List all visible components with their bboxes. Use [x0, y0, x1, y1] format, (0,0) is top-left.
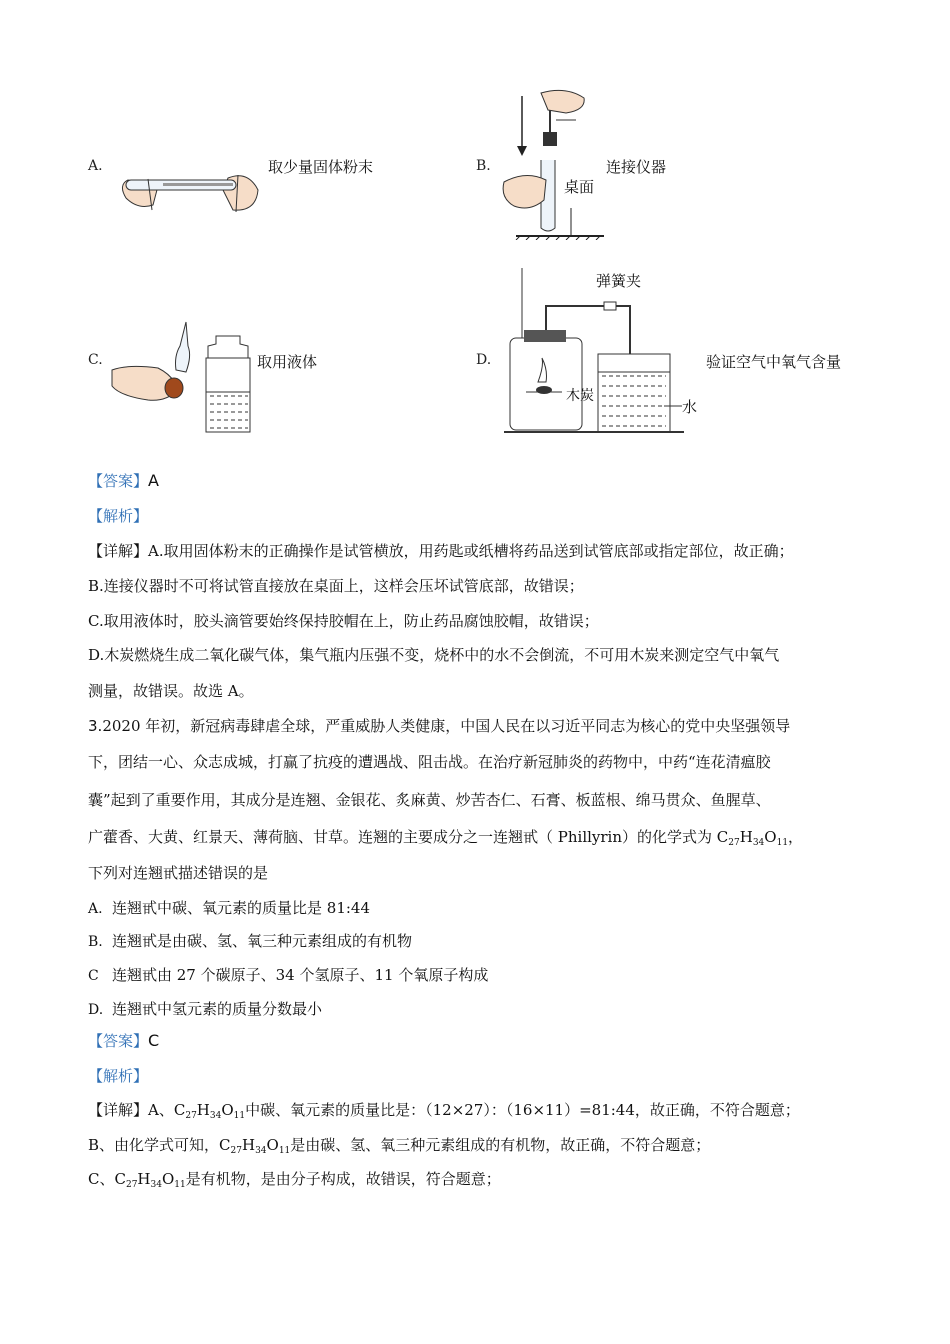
- q2-detail-line-2: B.连接仪器时不可将试管直接放在桌面上，这样会压坏试管底部，故错误；: [88, 577, 584, 595]
- q3-detail-tag: 【详解】: [88, 1101, 149, 1119]
- q3-detail-b-formula: $C_{27}H_{34}O_{11}$: [219, 1136, 291, 1156]
- q3-option-c-letter: C: [88, 968, 99, 984]
- q3-stem-text-4: 广藿香、大黄、红景天、薄荷脑、甘草。连翘的主要成分之一连翘甙（ Phillyrin）的化学式为: [88, 828, 717, 846]
- q3-option-b-letter: B.: [88, 934, 103, 950]
- q3-answer: [88, 1030, 159, 1051]
- q3-stem-line-5: 下列对连翘甙描述错误的是: [88, 864, 269, 882]
- q3-formula: $C_{27}H_{34}O_{11}$，: [716, 828, 804, 848]
- figure-a-caption: 取少量固体粉末: [268, 158, 374, 176]
- figure-d-oxygen-experiment: [504, 262, 704, 436]
- q2-detail-text-1: A.取用固体粉末的正确操作是试管横放，用药匙或纸槽将药品送到试管底部或指定部位，故正确；: [148, 542, 794, 560]
- q3-detail-c: C、$C_{27}H_{34}O_{11}$是有机物，是由分子构成，故错误，符合题意；: [88, 1170, 501, 1190]
- q3-option-d: [88, 998, 322, 1019]
- figure-c-caption: 取用液体: [257, 353, 318, 371]
- figure-b-letter: B.: [476, 158, 491, 174]
- q3-detail-c-formula: $C_{27}H_{34}O_{11}$: [114, 1170, 186, 1190]
- q2-detail-line-1: [88, 540, 794, 561]
- q3-stem-line-4: [88, 826, 803, 848]
- figure-c-letter: C.: [88, 352, 103, 368]
- q2-answer: [88, 470, 159, 491]
- figure-c-dropper-and-bottle: [108, 316, 253, 438]
- q3-number: 3.: [88, 717, 103, 735]
- q3-detail-b: B、由化学式可知，$C_{27}H_{34}O_{11}$是由碳、氢、氧三种元素组成的有机物，故正确，不符合题意；: [88, 1136, 711, 1156]
- figure-a-letter: A.: [88, 158, 103, 174]
- q3-option-c-text: 连翘甙由 27 个碳原子、34 个氢原子、11 个氧原子构成: [112, 966, 489, 984]
- q2-detail-line-4: D.木炭燃烧生成二氧化碳气体，集气瓶内压强不变，烧杯中的水不会倒流，不可用木炭来测定空气中氧气: [88, 646, 780, 664]
- q2-detail-line-5: 测量，故错误。故选 A。: [88, 682, 254, 700]
- q3-stem-line-2: 下，团结一心、众志成城，打赢了抗疫的遭遇战、阻击战。在治疗新冠肺炎的药物中，中药“连花清瘟胶: [88, 753, 771, 771]
- q2-answer-tag: 【答案】: [88, 472, 149, 490]
- q3-answer-value: C: [148, 1031, 160, 1050]
- figure-b-connect-apparatus: [496, 88, 608, 240]
- figure-d-caption: 验证空气中氧气含量: [706, 353, 842, 371]
- figure-d-letter: D.: [476, 352, 492, 368]
- q3-option-c: [88, 964, 488, 985]
- q2-detail-tag: 【详解】: [88, 542, 149, 560]
- q3-stem-line-3: 囊”起到了重要作用，其成分是连翘、金银花、炙麻黄、炒苦杏仁、石膏、板蓝根、绵马贯众、鱼腥草、: [88, 791, 771, 809]
- q3-option-d-text: 连翘甙中氢元素的质量分数最小: [112, 1000, 323, 1018]
- q3-option-d-letter: D.: [88, 1002, 104, 1018]
- figure-d-clip-label: 弹簧夹: [596, 272, 642, 290]
- q3-detail-a: 【详解】A、$C_{27}H_{34}O_{11}$中碳、氧元素的质量比是：（12×27）：（16×11）=81:44，故正确，不符合题意；: [88, 1101, 800, 1121]
- figure-b-table-label: 桌面: [564, 178, 595, 196]
- figure-b-caption: 连接仪器: [606, 158, 667, 176]
- q2-answer-value: A: [148, 471, 159, 490]
- q3-answer-tag: 【答案】: [88, 1032, 149, 1050]
- q3-stem-text-1: 2020 年初，新冠病毒肆虐全球，严重威胁人类健康，中国人民在以习近平同志为核心的党中央坚强领导: [102, 717, 791, 735]
- q3-option-a: [88, 897, 370, 918]
- q2-analysis-tag: 【解析】: [88, 507, 149, 525]
- figure-d-water-label: 水: [682, 398, 698, 416]
- figure-d-charcoal-label: 木炭: [566, 388, 594, 404]
- q3-detail-a-formula: $C_{27}H_{34}O_{11}$: [173, 1101, 246, 1121]
- q3-analysis-tag: 【解析】: [88, 1067, 149, 1085]
- q3-option-a-text: 连翘甙中碳、氧元素的质量比是 81:44: [112, 899, 370, 917]
- q3-stem-line-1: [88, 715, 790, 736]
- q2-detail-line-3: C.取用液体时，胶头滴管要始终保持胶帽在上，防止药品腐蚀胶帽，故错误；: [88, 612, 599, 630]
- figure-a-powder-test-tube: [108, 150, 268, 230]
- q3-option-a-letter: A.: [88, 901, 103, 917]
- q3-option-b-text: 连翘甙是由碳、氢、氧三种元素组成的有机物: [112, 932, 413, 950]
- q3-option-b: [88, 930, 412, 951]
